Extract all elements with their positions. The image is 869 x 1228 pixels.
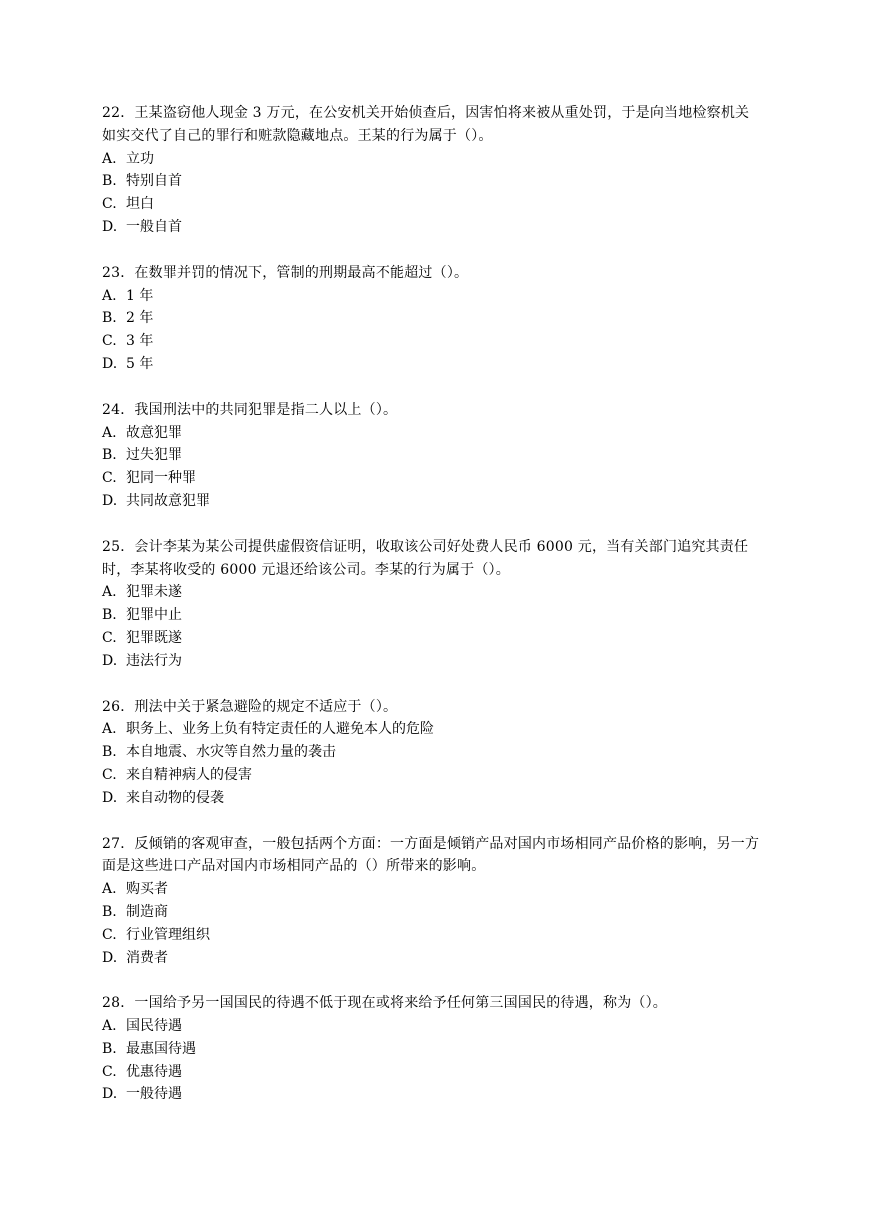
option-text: 坦白	[126, 196, 154, 213]
option-letter: A.	[102, 881, 117, 898]
question-stem: 24．我国刑法中的共同犯罪是指二人以上（）。	[102, 401, 398, 418]
question-stem: 28．一国给予另一国国民的待遇不低于现在或将来给予任何第三国国民的待遇，称为（）。	[102, 995, 668, 1012]
option-letter: C.	[102, 766, 117, 783]
option-b	[102, 604, 762, 627]
question-25	[102, 536, 762, 673]
option-d	[102, 216, 762, 239]
option-b	[102, 307, 762, 330]
option-b	[102, 444, 762, 467]
option-text: 来自动物的侵袭	[126, 789, 224, 806]
option-letter: A.	[102, 721, 117, 738]
option-letter: A.	[102, 424, 117, 441]
option-b	[102, 170, 762, 193]
question-26	[102, 696, 762, 810]
option-letter: A.	[102, 1018, 117, 1035]
option-c	[102, 193, 762, 216]
question-stem: 25．会计李某为某公司提供虚假资信证明，收取该公司好处费人民币 6000 元，当有关部门追究其责任时，李某将收受的 6000 元退还给该公司。李某的行为属于（）。	[102, 538, 749, 578]
option-text: 共同故意犯罪	[126, 492, 210, 509]
option-text: 行业管理组织	[126, 926, 210, 943]
question-stem: 26．刑法中关于紧急避险的规定不适应于（）。	[102, 698, 398, 715]
option-text: 购买者	[126, 881, 168, 898]
option-text: 犯罪中止	[126, 607, 182, 624]
option-text: 优惠待遇	[126, 1063, 182, 1080]
option-letter: C.	[102, 926, 117, 943]
question-28	[102, 992, 762, 1106]
option-letter: D.	[102, 789, 118, 806]
option-text: 犯同一种罪	[126, 470, 196, 487]
question-stem: 23．在数罪并罚的情况下，管制的刑期最高不能超过（）。	[102, 264, 469, 281]
option-text: 特别自首	[126, 173, 182, 190]
option-d	[102, 1083, 762, 1106]
option-text: 1 年	[126, 287, 154, 304]
question-24	[102, 399, 762, 513]
option-c	[102, 924, 762, 947]
option-text: 来自精神病人的侵害	[126, 766, 252, 783]
option-text: 一般自首	[126, 218, 182, 235]
option-letter: D.	[102, 1086, 118, 1103]
option-letter: C.	[102, 1063, 117, 1080]
option-d	[102, 490, 762, 513]
option-text: 过失犯罪	[126, 447, 182, 464]
option-letter: D.	[102, 355, 118, 372]
option-a	[102, 718, 762, 741]
option-a	[102, 581, 762, 604]
option-text: 制造商	[126, 903, 168, 920]
option-letter: B.	[102, 903, 117, 920]
option-letter: D.	[102, 492, 118, 509]
option-letter: A.	[102, 287, 117, 304]
question-stem: 27．反倾销的客观审查，一般包括两个方面：一方面是倾销产品对国内市场相同产品价格的影响，另一方面是这些进口产品对国内市场相同产品的（）所带来的影响。	[102, 835, 760, 875]
option-letter: A.	[102, 584, 117, 601]
option-b	[102, 741, 762, 764]
question-stem: 22．王某盗窃他人现金 3 万元，在公安机关开始侦查后，因害怕将来被从重处罚，于是向当地检察机关如实交代了自己的罪行和赃款隐藏地点。王某的行为属于（）。	[102, 105, 750, 144]
option-letter: A.	[102, 150, 117, 167]
document-page	[102, 102, 762, 1129]
option-letter: C.	[102, 629, 117, 646]
option-text: 5 年	[126, 355, 154, 372]
option-letter: C.	[102, 470, 117, 487]
option-text: 最惠国待遇	[126, 1040, 196, 1057]
option-text: 3 年	[126, 333, 154, 350]
option-d	[102, 650, 762, 673]
option-text: 2 年	[126, 310, 154, 327]
question-22	[102, 102, 762, 239]
question-23	[102, 262, 762, 376]
option-letter: B.	[102, 173, 117, 190]
option-letter: B.	[102, 310, 117, 327]
option-letter: B.	[102, 607, 117, 624]
option-letter: D.	[102, 652, 118, 669]
question-27	[102, 833, 762, 970]
option-letter: D.	[102, 949, 118, 966]
option-text: 故意犯罪	[126, 424, 182, 441]
option-letter: B.	[102, 447, 117, 464]
option-letter: B.	[102, 744, 117, 761]
option-letter: B.	[102, 1040, 117, 1057]
option-letter: C.	[102, 196, 117, 213]
option-c	[102, 330, 762, 353]
option-text: 消费者	[126, 949, 168, 966]
option-text: 职务上、业务上负有特定责任的人避免本人的危险	[126, 721, 434, 738]
option-d	[102, 353, 762, 376]
option-d	[102, 787, 762, 810]
option-b	[102, 1038, 762, 1061]
option-c	[102, 1061, 762, 1084]
option-letter: D.	[102, 218, 118, 235]
option-c	[102, 467, 762, 490]
option-c	[102, 627, 762, 650]
option-text: 立功	[126, 150, 154, 167]
option-text: 一般待遇	[126, 1086, 182, 1103]
option-text: 犯罪既遂	[126, 629, 182, 646]
option-a	[102, 878, 762, 901]
option-text: 犯罪未遂	[126, 584, 182, 601]
option-a	[102, 285, 762, 308]
option-text: 违法行为	[126, 652, 182, 669]
option-c	[102, 764, 762, 787]
option-letter: C.	[102, 333, 117, 350]
option-a	[102, 148, 762, 171]
option-a	[102, 422, 762, 445]
option-a	[102, 1015, 762, 1038]
option-d	[102, 947, 762, 970]
option-text: 本自地震、水灾等自然力量的袭击	[126, 744, 336, 761]
option-text: 国民待遇	[126, 1018, 182, 1035]
option-b	[102, 901, 762, 924]
